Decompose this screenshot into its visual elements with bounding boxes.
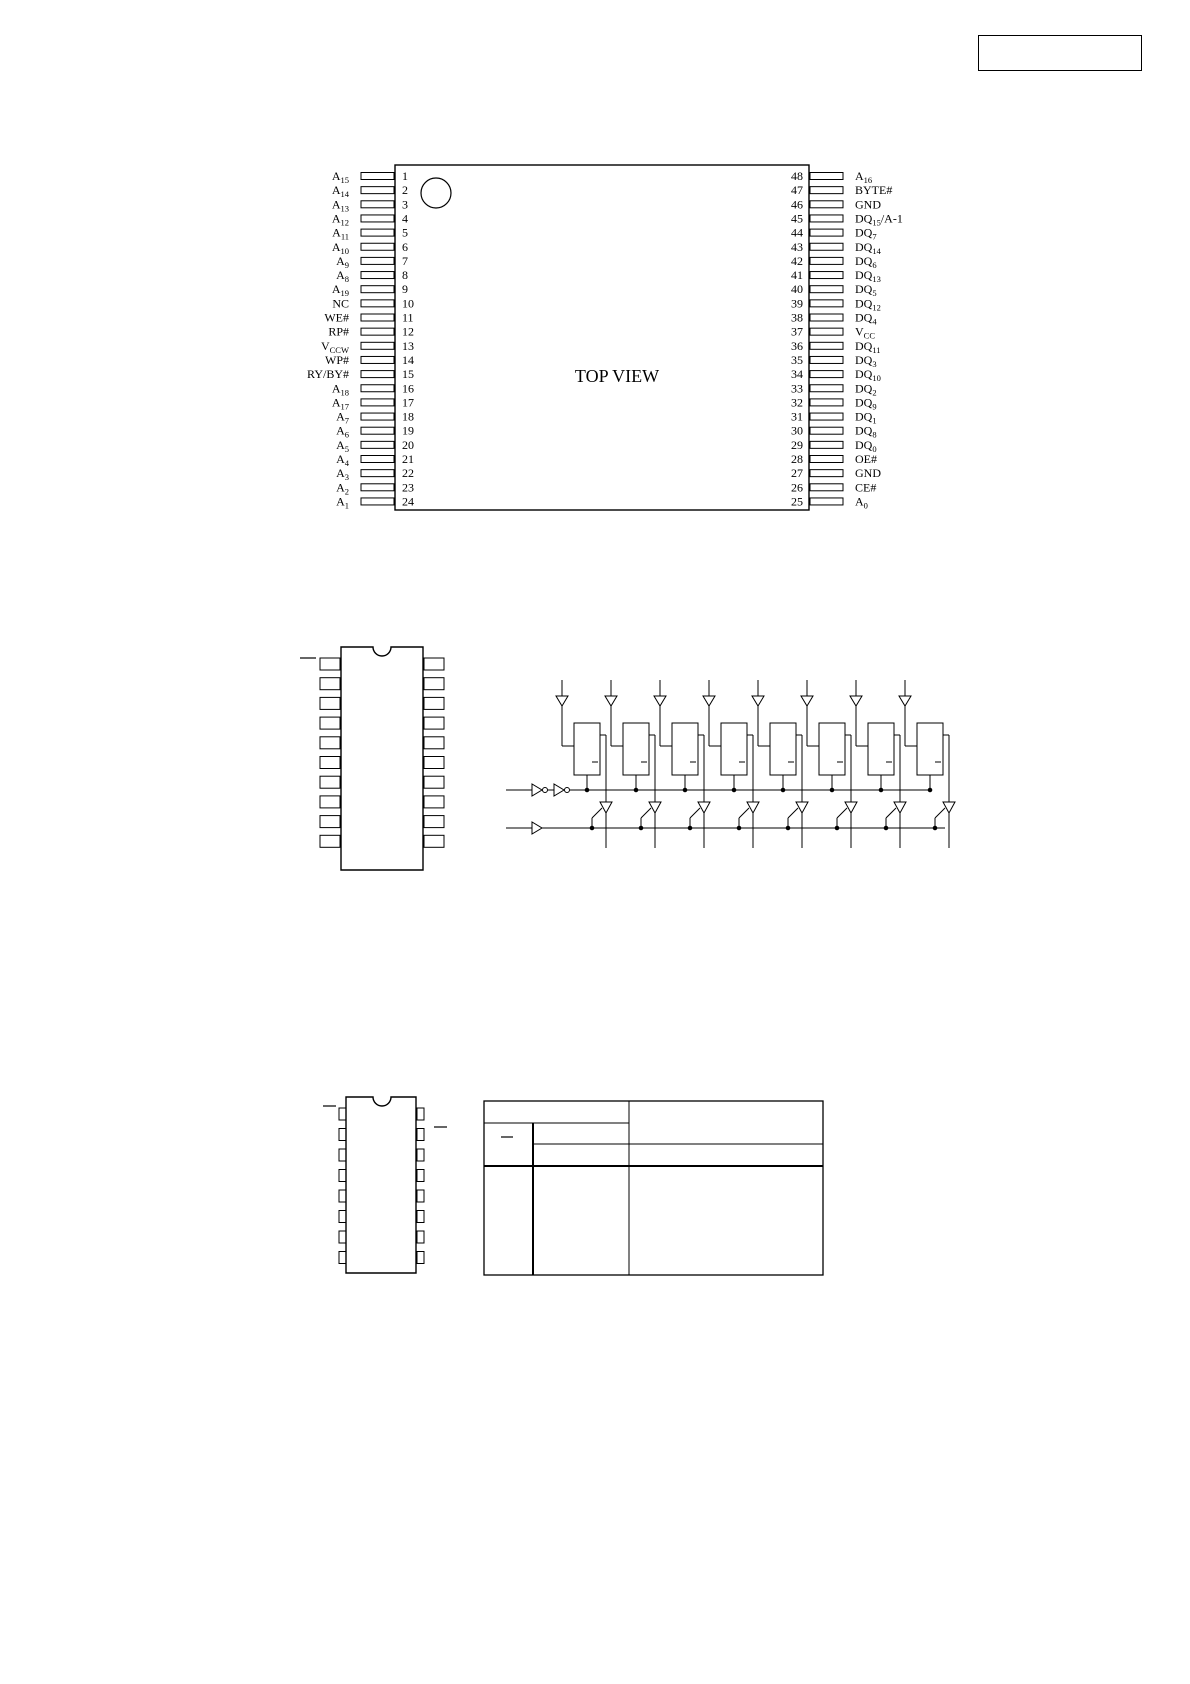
tsop48-pinout <box>307 165 903 510</box>
tsop48-pin-lead <box>361 187 394 194</box>
oe-diagonal <box>886 808 896 818</box>
tsop48-pin-name: $DQ_3$ <box>855 352 877 369</box>
tsop48-pin-lead <box>810 173 843 180</box>
dip-pin-right <box>424 796 444 808</box>
junction-dot <box>732 788 736 792</box>
octal-latch-logic-diagram <box>506 680 955 848</box>
tsop48-pin-name: $A_{15}$ <box>331 169 349 185</box>
tsop48-pin-name: RY/BY# <box>306 367 349 382</box>
dip-pin-left <box>320 776 340 788</box>
latch-cell <box>917 723 943 775</box>
dip-pin-left <box>339 1211 346 1223</box>
dip-pin-right <box>424 658 444 670</box>
tsop48-pin-lead <box>810 441 843 448</box>
latch-stage <box>605 680 661 848</box>
tsop48-pin-name: $DQ_9$ <box>855 395 877 412</box>
output-buffer <box>796 802 808 813</box>
tsop48-pin-lead <box>810 484 843 491</box>
dip16-pins <box>339 1108 424 1264</box>
tsop48-pin-lead <box>810 229 843 236</box>
tsop48-pin-number: 37 <box>791 324 803 339</box>
tsop48-pin-name: $A_{12}$ <box>331 211 349 228</box>
tsop48-pin-number: 1 <box>402 169 408 183</box>
tsop48-pin-lead <box>810 385 843 392</box>
input-buffer <box>899 696 911 706</box>
latch-stages <box>556 680 955 848</box>
tsop48-pin-name: $A_1$ <box>336 494 349 511</box>
tsop48-pin-name: $A_2$ <box>336 480 349 497</box>
oe-diagonal <box>837 808 847 818</box>
tsop48-pin-number: 46 <box>791 197 803 212</box>
tsop48-pin-lead <box>810 456 843 463</box>
tsop48-pin-lead <box>810 498 843 505</box>
oe-diagonal <box>592 808 602 818</box>
input-buffer <box>850 696 862 706</box>
tsop48-pin-lead <box>361 215 394 222</box>
tsop48-pin-number: 44 <box>791 225 803 240</box>
junction-dot <box>585 788 589 792</box>
junction-dot <box>933 826 937 830</box>
tsop48-pin-name: $DQ_0$ <box>855 437 877 454</box>
dip-pin-right <box>417 1108 424 1120</box>
dip-pin-right <box>424 816 444 828</box>
dip-pin-left <box>339 1108 346 1120</box>
tsop48-pin-lead <box>810 427 843 434</box>
latch-cell <box>819 723 845 775</box>
top-view-label: TOP VIEW <box>574 366 660 386</box>
oe-diagonal <box>690 808 700 818</box>
tsop48-pin-number: 38 <box>791 310 803 325</box>
input-buffer <box>556 696 568 706</box>
tsop48-pin-number: 40 <box>791 282 803 297</box>
tsop48-pin-name: $A_0$ <box>855 494 868 511</box>
truth-table <box>484 1101 823 1275</box>
oe-diagonal <box>739 808 749 818</box>
tsop48-pin-name: $A_{10}$ <box>331 239 349 256</box>
tsop48-pin-lead <box>361 441 394 448</box>
tsop48-right-pins <box>791 169 903 510</box>
tsop48-pin-name: $DQ_7$ <box>855 225 877 242</box>
tsop48-pin-name: WP# <box>325 352 349 367</box>
tsop48-body <box>395 165 809 510</box>
tsop48-pin-lead <box>810 201 843 208</box>
tsop48-pin-number: 27 <box>791 466 803 481</box>
tsop48-pin-name: $V_{CC}$ <box>855 324 876 341</box>
output-enable-buffer <box>532 822 542 834</box>
pin1-marker <box>421 178 451 208</box>
junction-dot <box>879 788 883 792</box>
dip-pin-left <box>320 757 340 769</box>
tsop48-pin-number: 19 <box>402 423 414 438</box>
tsop48-pin-lead <box>810 215 843 222</box>
dip-pin-left <box>320 717 340 729</box>
dip-pin-right <box>417 1231 424 1243</box>
latch-cell <box>721 723 747 775</box>
tsop48-pin-name: $DQ_5$ <box>855 282 877 299</box>
tsop48-pin-number: 34 <box>791 367 803 382</box>
tsop48-pin-name: $DQ_{14}$ <box>855 239 881 256</box>
junction-dot <box>688 826 692 830</box>
tsop48-pin-number: 31 <box>791 409 803 424</box>
tsop48-pin-lead <box>810 342 843 349</box>
latch-stage <box>703 680 759 848</box>
tsop48-pin-lead <box>361 173 394 180</box>
junction-dot <box>639 826 643 830</box>
tsop48-pin-name: $A_{17}$ <box>331 395 349 412</box>
latch-stage <box>850 680 906 848</box>
tsop48-pin-number: 42 <box>791 253 803 268</box>
tsop48-pin-name: $A_{16}$ <box>855 169 873 185</box>
dip20-package <box>300 647 444 870</box>
latch-cell <box>868 723 894 775</box>
tsop48-pin-number: 7 <box>402 253 408 268</box>
tsop48-pin-lead <box>361 272 394 279</box>
tsop48-pin-number: 21 <box>402 452 414 466</box>
truth-table-frame <box>484 1101 823 1275</box>
tsop48-pin-name: OE# <box>855 452 877 466</box>
latch-enable-buffer-2 <box>554 784 564 796</box>
dip-pin-right <box>417 1190 424 1202</box>
dip16-body <box>346 1097 416 1273</box>
latch-stage <box>654 680 710 848</box>
tsop48-pin-number: 23 <box>402 480 414 495</box>
tsop48-pin-number: 43 <box>791 239 803 254</box>
dip-pin-left <box>320 816 340 828</box>
tsop48-pin-name: NC <box>332 296 349 311</box>
tsop48-pin-number: 14 <box>402 352 414 367</box>
tsop48-pin-name: $A_7$ <box>336 409 349 426</box>
tsop48-pin-lead <box>810 399 843 406</box>
dip-pin-right <box>424 717 444 729</box>
tsop48-pin-name: $A_{11}$ <box>332 225 349 242</box>
tsop48-pin-lead <box>361 328 394 335</box>
dip-pin-right <box>417 1211 424 1223</box>
tsop48-pin-number: 29 <box>791 437 803 452</box>
junction-dot <box>884 826 888 830</box>
tsop48-pin-number: 18 <box>402 409 414 424</box>
dip-pin-left <box>339 1252 346 1264</box>
tsop48-pin-number: 25 <box>791 494 803 509</box>
tsop48-pin-lead <box>361 314 394 321</box>
junction-dot <box>781 788 785 792</box>
latch-stage <box>899 680 955 848</box>
dip-pin-left <box>339 1170 346 1182</box>
dip-pin-left <box>320 678 340 690</box>
tsop48-pin-name: RP# <box>328 324 349 339</box>
tsop48-pin-name: $DQ_{11}$ <box>855 338 881 355</box>
dip-pin-left <box>320 658 340 670</box>
junction-dot <box>786 826 790 830</box>
tsop48-pin-number: 4 <box>402 211 408 226</box>
dip-pin-left <box>320 697 340 709</box>
output-buffer <box>894 802 906 813</box>
tsop48-pin-name: $A_{18}$ <box>331 381 349 398</box>
dip16-package <box>323 1097 447 1273</box>
dip-pin-right <box>424 697 444 709</box>
tsop48-pin-number: 22 <box>402 466 414 481</box>
tsop48-pin-number: 10 <box>402 296 414 311</box>
tsop48-pin-lead <box>361 286 394 293</box>
tsop48-pin-lead <box>361 229 394 236</box>
latch-enable-buffer <box>532 784 542 796</box>
tsop48-pin-name: $V_{CCW}$ <box>320 338 349 355</box>
tsop48-pin-name: $DQ_{12}$ <box>855 296 881 313</box>
junction-dot <box>928 788 932 792</box>
dip-pin-right <box>417 1129 424 1141</box>
dip-pin-right <box>417 1252 424 1264</box>
tsop48-pin-name: $DQ_{10}$ <box>855 367 881 384</box>
latch-cell <box>623 723 649 775</box>
tsop48-pin-number: 26 <box>791 480 803 495</box>
tsop48-pin-number: 36 <box>791 338 803 353</box>
dip20-pins <box>320 658 444 847</box>
tsop48-pin-name: $DQ_2$ <box>855 381 877 398</box>
tsop48-pin-lead <box>810 371 843 378</box>
tsop48-pin-lead <box>361 342 394 349</box>
tsop48-pin-number: 3 <box>402 197 408 212</box>
tsop48-pin-lead <box>810 243 843 250</box>
latch-enable-bubble-2 <box>565 788 570 793</box>
tsop48-pin-lead <box>361 201 394 208</box>
tsop48-pin-lead <box>810 300 843 307</box>
tsop48-pin-lead <box>361 470 394 477</box>
output-buffer <box>943 802 955 813</box>
tsop48-pin-lead <box>361 356 394 363</box>
tsop48-pin-number: 33 <box>791 381 803 396</box>
tsop48-pin-name: $A_{14}$ <box>331 183 349 200</box>
latch-cell <box>574 723 600 775</box>
tsop48-pin-name: $DQ_{15}/A-1$ <box>855 211 903 228</box>
tsop48-pin-name: $A_6$ <box>336 423 349 440</box>
tsop48-pin-lead <box>361 484 394 491</box>
dip-pin-left <box>339 1129 346 1141</box>
dip-pin-left <box>339 1231 346 1243</box>
dip-pin-left <box>339 1190 346 1202</box>
dip20-body <box>341 647 423 870</box>
latch-stage <box>752 680 808 848</box>
tsop48-pin-number: 24 <box>402 494 414 509</box>
tsop48-pin-lead <box>810 413 843 420</box>
oe-diagonal <box>788 808 798 818</box>
dip-pin-right <box>424 757 444 769</box>
tsop48-pin-lead <box>361 371 394 378</box>
tsop48-pin-lead <box>361 257 394 264</box>
dip-pin-left <box>320 835 340 847</box>
tsop48-pin-number: 35 <box>791 352 803 367</box>
tsop48-pin-lead <box>361 498 394 505</box>
dip-pin-right <box>424 835 444 847</box>
tsop48-pin-number: 45 <box>791 211 803 226</box>
tsop48-pin-number: 5 <box>402 225 408 240</box>
tsop48-pin-name: $A_{19}$ <box>331 282 349 299</box>
tsop48-pin-lead <box>810 187 843 194</box>
output-buffer <box>845 802 857 813</box>
tsop48-pin-lead <box>810 286 843 293</box>
tsop48-pin-number: 6 <box>402 239 408 254</box>
tsop48-pin-lead <box>810 257 843 264</box>
input-buffer <box>801 696 813 706</box>
tsop48-pin-number: 32 <box>791 395 803 410</box>
tsop48-pin-name: $A_9$ <box>336 253 349 270</box>
tsop48-pin-lead <box>810 356 843 363</box>
tsop48-left-pins <box>307 169 414 510</box>
tsop48-pin-number: 13 <box>402 338 414 353</box>
tsop48-pin-number: 41 <box>791 268 803 283</box>
input-buffer <box>605 696 617 706</box>
latch-cell <box>770 723 796 775</box>
tsop48-pin-lead <box>810 470 843 477</box>
tsop48-pin-number: 39 <box>791 296 803 311</box>
tsop48-pin-name: GND <box>855 466 881 481</box>
dip-pin-right <box>424 776 444 788</box>
tsop48-pin-number: 48 <box>791 169 803 183</box>
tsop48-pin-name: $A_3$ <box>336 466 349 483</box>
tsop48-pin-name: $DQ_8$ <box>855 423 877 440</box>
tsop48-pin-number: 11 <box>402 310 414 325</box>
output-buffer <box>747 802 759 813</box>
junction-dot <box>590 826 594 830</box>
tsop48-pin-number: 9 <box>402 282 408 297</box>
output-buffer <box>600 802 612 813</box>
tsop48-pin-number: 17 <box>402 395 414 410</box>
tsop48-pin-name: $A_5$ <box>336 437 349 454</box>
dip-pin-left <box>339 1149 346 1161</box>
tsop48-pin-name: $DQ_1$ <box>855 409 877 426</box>
junction-dot <box>634 788 638 792</box>
tsop48-pin-lead <box>810 272 843 279</box>
tsop48-pin-number: 16 <box>402 381 414 396</box>
input-buffer <box>703 696 715 706</box>
output-buffer <box>698 802 710 813</box>
dip-pin-right <box>424 737 444 749</box>
tsop48-pin-name: CE# <box>855 480 877 495</box>
tsop48-pin-number: 30 <box>791 423 803 438</box>
oe-diagonal <box>641 808 651 818</box>
tsop48-pin-name: $A_8$ <box>336 268 349 285</box>
dip-pin-left <box>320 796 340 808</box>
tsop48-pin-name: $DQ_4$ <box>855 310 877 327</box>
tsop48-pin-number: 15 <box>402 367 414 382</box>
tsop48-pin-lead <box>361 427 394 434</box>
tsop48-pin-name: $DQ_6$ <box>855 253 877 270</box>
dip-pin-left <box>320 737 340 749</box>
dip-pin-right <box>417 1149 424 1161</box>
input-buffer <box>654 696 666 706</box>
tsop48-pin-lead <box>361 413 394 420</box>
input-buffer <box>752 696 764 706</box>
tsop48-pin-lead <box>361 399 394 406</box>
output-buffer <box>649 802 661 813</box>
tsop48-pin-name: $A_{13}$ <box>331 197 349 214</box>
tsop48-pin-lead <box>361 456 394 463</box>
tsop48-pin-number: 2 <box>402 183 408 198</box>
tsop48-pin-number: 28 <box>791 452 803 466</box>
junction-dot <box>835 826 839 830</box>
tsop48-pin-name: $DQ_{13}$ <box>855 268 881 285</box>
tsop48-pin-number: 8 <box>402 268 408 283</box>
dip-pin-right <box>424 678 444 690</box>
latch-stage <box>801 680 857 848</box>
tsop48-pin-name: GND <box>855 197 881 212</box>
latch-enable-bubble <box>543 788 548 793</box>
tsop48-pin-lead <box>361 300 394 307</box>
tsop48-pin-lead <box>361 243 394 250</box>
latch-stage <box>556 680 612 848</box>
junction-dot <box>737 826 741 830</box>
tsop48-pin-name: WE# <box>324 310 349 325</box>
tsop48-pin-number: 12 <box>402 324 414 339</box>
junction-dot <box>830 788 834 792</box>
tsop48-pin-name: BYTE# <box>855 183 893 198</box>
tsop48-pin-lead <box>361 385 394 392</box>
dip-pin-right <box>417 1170 424 1182</box>
tsop48-pin-number: 47 <box>791 183 803 198</box>
junction-dot <box>683 788 687 792</box>
tsop48-pin-number: 20 <box>402 437 414 452</box>
tsop48-pin-lead <box>810 328 843 335</box>
tsop48-pin-lead <box>810 314 843 321</box>
latch-cell <box>672 723 698 775</box>
tsop48-pin-name: $A_4$ <box>336 452 349 468</box>
oe-diagonal <box>935 808 945 818</box>
